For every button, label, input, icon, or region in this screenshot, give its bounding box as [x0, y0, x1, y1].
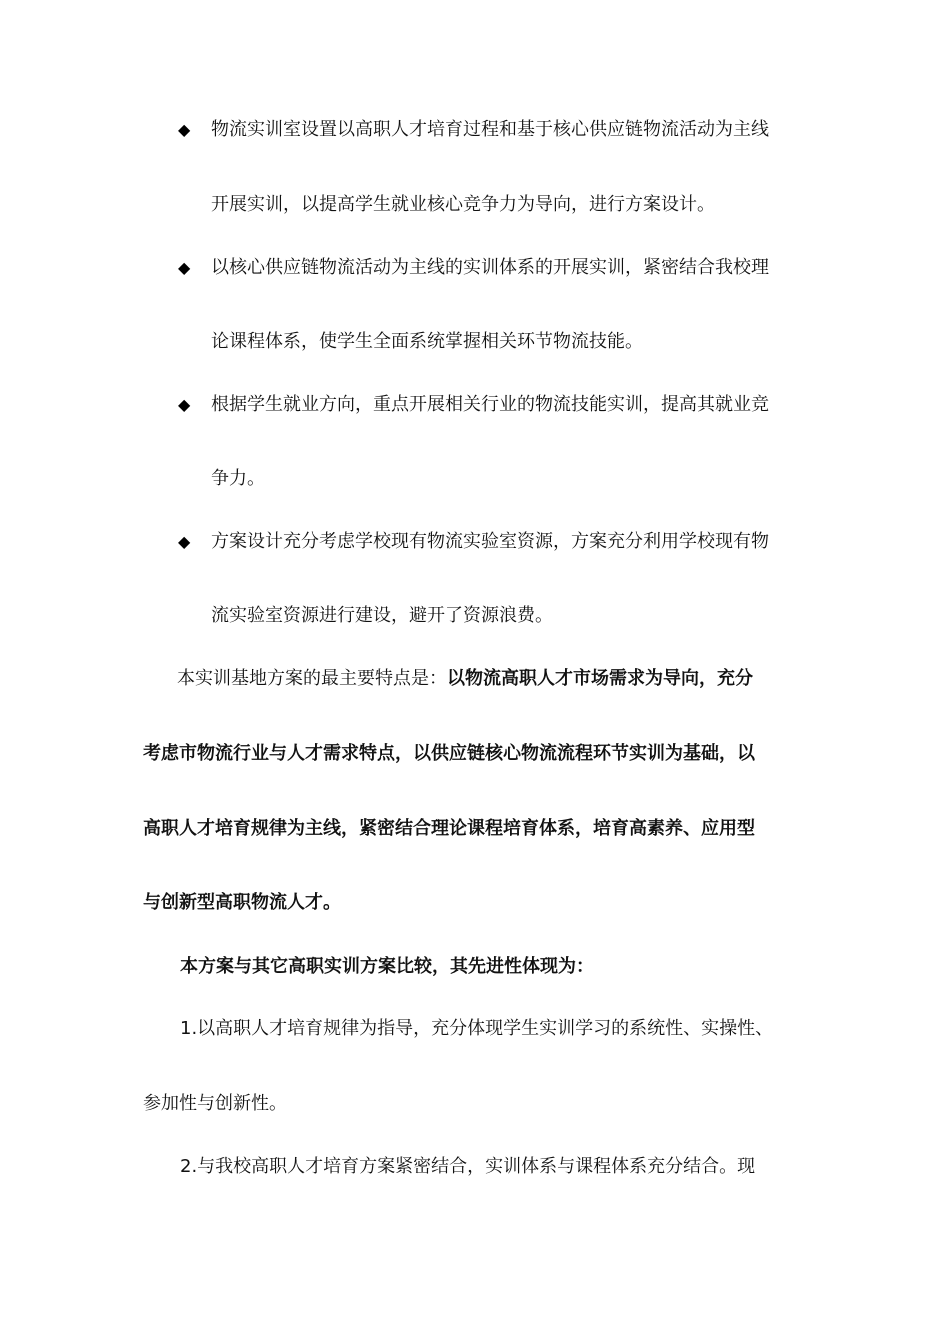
advantages-heading: 本方案与其它高职实训方案比较，其先进性体现为：: [180, 956, 594, 977]
features-intro: 本实训基地方案的最主要特点是：: [177, 668, 447, 689]
bullet-diamond-icon: ◆: [178, 258, 191, 277]
bullet-3-line-1: 根据学生就业方向，重点开展相关行业的物流技能实训，提高其就业竞: [211, 394, 769, 415]
features-paragraph-line-1: [177, 667, 753, 691]
bullet-3-line-2: 争力。: [211, 468, 265, 489]
point-2-line-1: 2.与我校高职人才培育方案紧密结合，实训体系与课程体系充分结合。现: [180, 1156, 756, 1177]
bullet-1-line-2: 开展实训，以提高学生就业核心竞争力为导向，进行方案设计。: [211, 194, 715, 215]
bullet-2-line-2: 论课程体系，使学生全面系统掌握相关环节物流技能。: [211, 331, 643, 352]
point-1-line-1: 1.以高职人才培育规律为指导，充分体现学生实训学习的系统性、实操性、: [180, 1018, 774, 1039]
features-paragraph-line-2: 考虑市物流行业与人才需求特点，以供应链核心物流流程环节实训为基础，以: [143, 743, 755, 764]
features-paragraph-line-3: 高职人才培育规律为主线，紧密结合理论课程培育体系，培育高素养、应用型: [143, 818, 755, 839]
bullet-diamond-icon: ◆: [178, 120, 191, 139]
bullet-diamond-icon: ◆: [178, 532, 191, 551]
features-bold-1: 以物流高职人才市场需求为导向，充分: [447, 668, 753, 689]
bullet-4-line-1: 方案设计充分考虑学校现有物流实验室资源，方案充分利用学校现有物: [211, 531, 769, 552]
bullet-diamond-icon: ◆: [178, 395, 191, 414]
point-1-line-2: 参加性与创新性。: [143, 1093, 287, 1114]
bullet-1-line-1: 物流实训室设置以高职人才培育过程和基于核心供应链物流活动为主线: [211, 119, 769, 140]
features-paragraph-line-4: 与创新型高职物流人才。: [143, 892, 341, 913]
bullet-2-line-1: 以核心供应链物流活动为主线的实训体系的开展实训，紧密结合我校理: [211, 257, 769, 278]
bullet-4-line-2: 流实验室资源进行建设，避开了资源浪费。: [211, 605, 553, 626]
